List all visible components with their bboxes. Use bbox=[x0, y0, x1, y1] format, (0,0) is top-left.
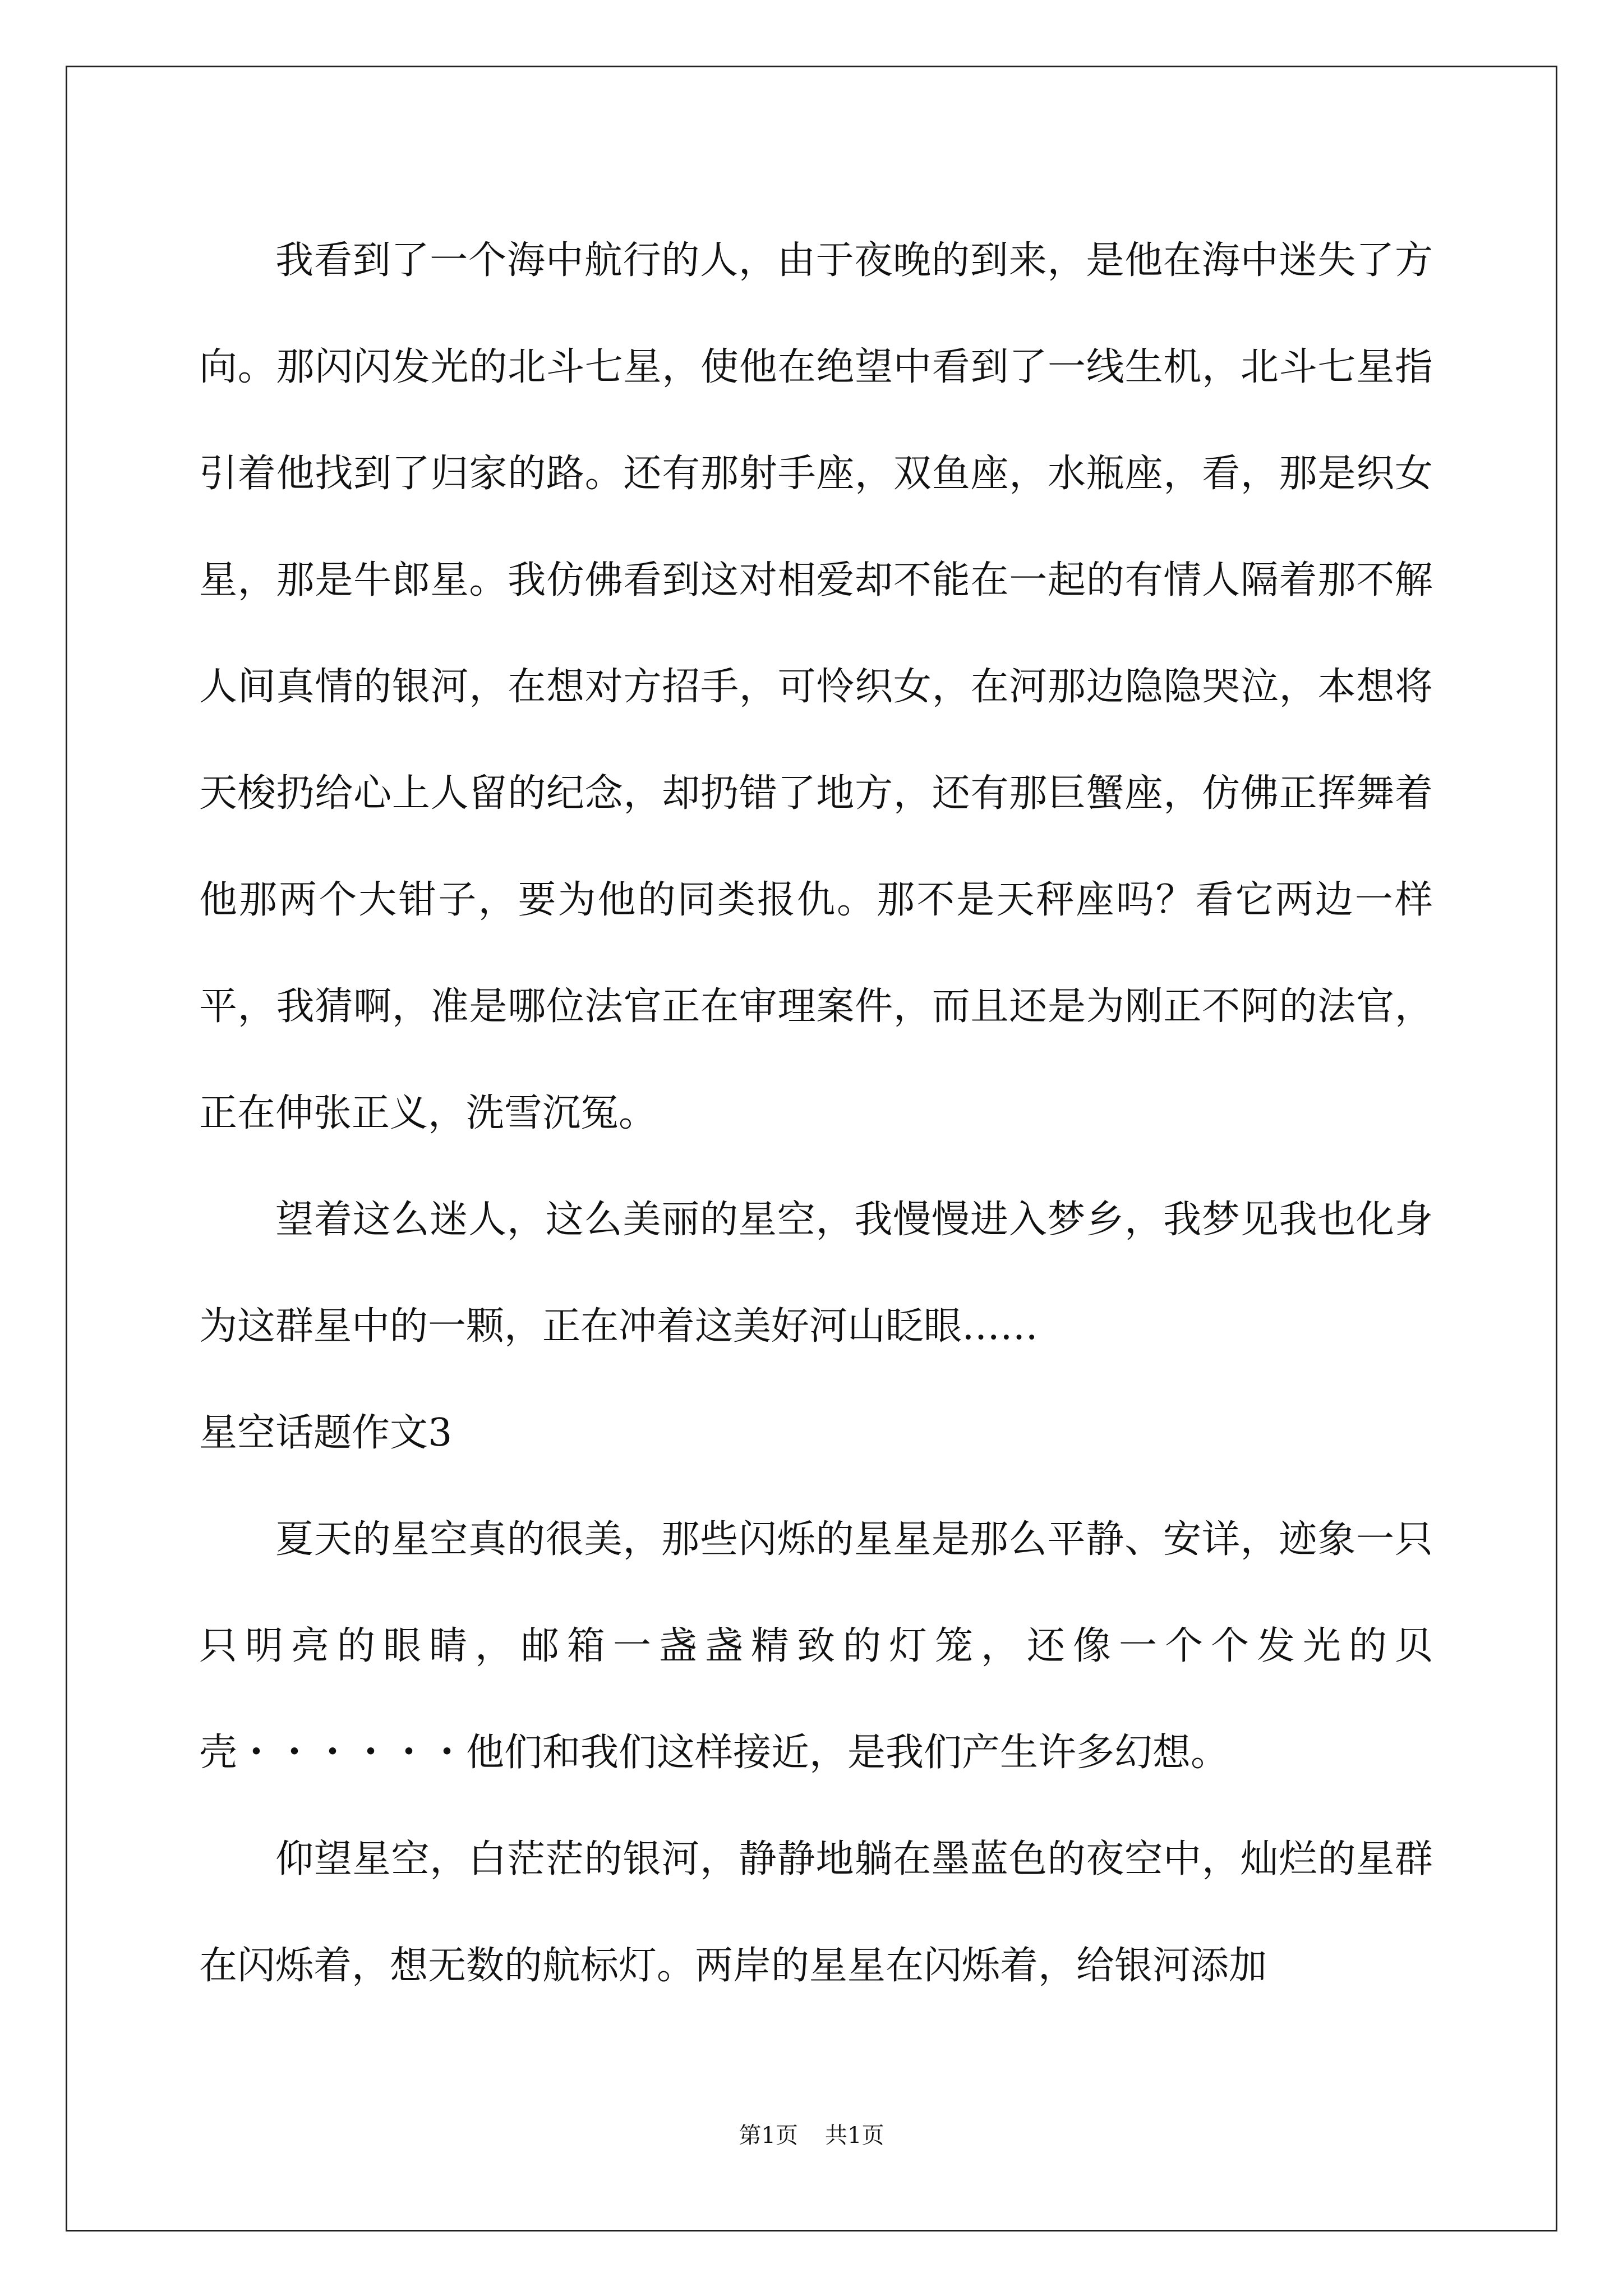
paragraph: 望着这么迷人，这么美丽的星空，我慢慢进入梦乡，我梦见我也化身为这群星中的一颗，正在冲着这美好河山眨眼…… bbox=[199, 1198, 1433, 1349]
page-footer bbox=[0, 2118, 1623, 2150]
document-body bbox=[199, 208, 1433, 2019]
page-total: 共1页 bbox=[825, 2123, 884, 2148]
paragraph: 仰望星空，白茫茫的银河，静静地躺在墨蓝色的夜空中，灿烂的星群在闪烁着，想无数的航标灯。两岸的星星在闪烁着，给银河添加 bbox=[199, 1837, 1433, 1988]
section-heading: 星空话题作文3 bbox=[199, 1411, 453, 1455]
paragraph: 夏天的星空真的很美，那些闪烁的星星是那么平静、安详，迹象一只只明亮的眼睛，邮箱一盏盏精致的灯笼，还像一个个发光的贝壳・・・・・・他们和我们这样接近，是我们产生许多幻想。 bbox=[199, 1517, 1433, 1775]
paragraph: 我看到了一个海中航行的人，由于夜晚的到来，是他在海中迷失了方向。那闪闪发光的北斗七星，使他在绝望中看到了一线生机，北斗七星指引着他找到了归家的路。还有那射手座，双鱼座，水瓶座，看，那是织女星，那是牛郎星。我仿佛看到这对相爱却不能在一起的有情人隔着那不解人间真情的银河，在想对方招手，可怜织女，在河那边隐隐哭泣，本想将天梭扔给心上人留的纪念，却扔错了地方，还有那巨蟹座，仿佛正挥舞着他那两个大钳子，要为他的同类报仇。那不是天秤座吗？看它两边一样平，我猜啊，准是哪位法官正在审理案件，而且还是为刚正不阿的法官，正在伸张正义，洗雪沉冤。 bbox=[199, 238, 1433, 1135]
page-number: 第1页 bbox=[739, 2123, 798, 2148]
